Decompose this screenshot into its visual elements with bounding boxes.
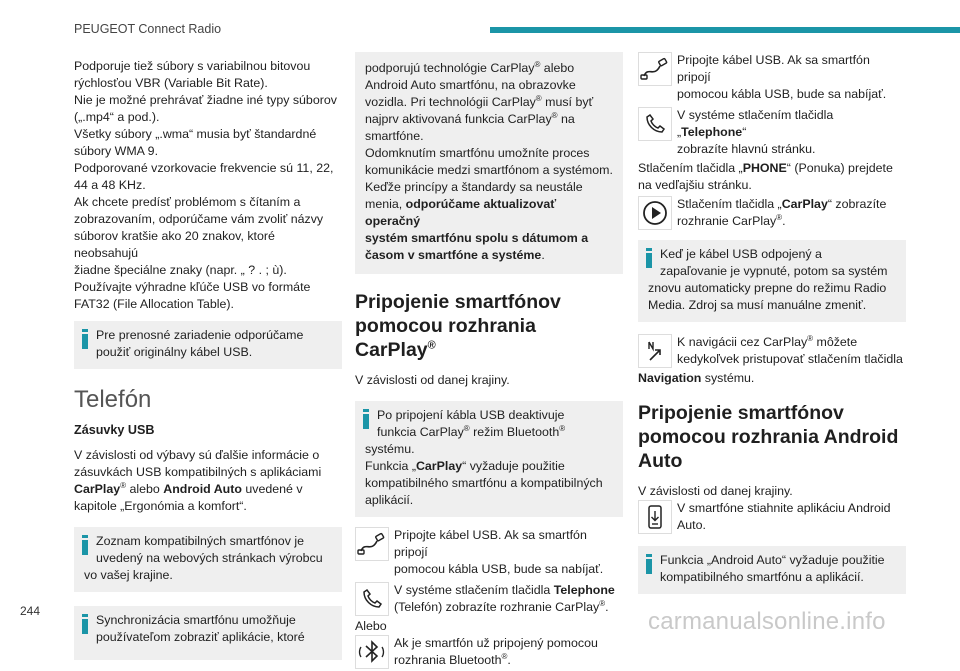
section-heading-telefon: Telefón (74, 386, 152, 413)
carplay-play-icon (638, 196, 672, 230)
step-telephone-button-2: V systéme stlačením tlačidla „Telephone“ zobrazíte hlavnú stránku. (638, 107, 906, 158)
heading-carplay-connection: Pripojenie smartfónov pomocou rozhrania CarPlay® (355, 291, 561, 361)
navigation-arrow-icon (638, 334, 672, 368)
smartphone-download-icon (638, 500, 672, 534)
watermark: carmanualsonline.info (648, 608, 886, 635)
header-accent-bar (490, 27, 960, 33)
note-android-auto-requirements: Funkcia „Android Auto“ vyžaduje použitie kompatibilného smartfónu a aplikácií. (638, 546, 906, 594)
bluetooth-icon (355, 635, 389, 669)
step-telephone-button: V systéme stlačením tlačidla Telephone (Telefón) zobrazíte rozhranie CarPlay®. (355, 582, 623, 616)
note-original-cable: Pre prenosné zariadenie odporúčame použiť originálny kábel USB. (74, 321, 342, 369)
telephone-icon (355, 582, 389, 616)
manual-title: PEUGEOT Connect Radio (74, 22, 222, 36)
info-mark-icon (82, 535, 88, 555)
step-download-app: V smartfóne stiahnite aplikáciu Android Auto. (638, 500, 906, 534)
page-number: 244 (20, 604, 41, 618)
column-3: Pripojte kábel USB. Ak sa smartfón pripojí pomocou kábla USB, bude sa nabíjať. V systéme stlačením tlačidla „Telephone“ zobrazíte hlavnú stránku. Stlačením tlačidla „PHONE“ (Ponuka) prejdete na vedľajšiu stránku. Stlačením tlačidla „CarPlay“ zobrazíte rozhranie CarPlay®. Keď je kábel USB odpojený a zapaľovanie je vypnuté, potom sa systém znovu automaticky prepne do režimu Radio Media. Zdroj sa musí manuálne zmeniť. K navigácii cez CarPlay® môžete kedykoľvek pristupovať stlačením tlačidla Navigation systému. Pripojenie smartfónov pomocou rozhrania Android Auto V závislosti od danej krajiny. V smartfóne stiahnite aplikáciu Android Auto. Funkcia „Android Auto“ vyžaduje použitie kompatibilného smartfónu a aplikácií. (638, 52, 906, 602)
usb-formats-text: Podporuje tiež súbory s variabilnou bitovou rýchlosťou VBR (Variable Bit Rate). Nie je možné prehrávať žiadne iné typy súborov („.mp4“ a pod.). Všetky súbory „.wma“ musia byť štandardné súbory WMA 9. Podporované vzorkovacie frekvencie sú 11, 22, 44 a 48 KHz. Ak chcete predísť problémom s čítaním a zobrazovaním, odporúčame vám zvoliť názvy súborov kratšie ako 20 znakov, ktoré neobsahujú žiadne špeciálne znaky (napr. „ ? . ; ù). Používajte výhradne kľúče USB vo formáte FAT32 (File Allocation Table). (74, 59, 337, 311)
step-navigation: K navigácii cez CarPlay® môžete kedykoľvek pristupovať stlačením tlačidla (638, 334, 906, 368)
country-note: V závislosti od danej krajiny. (355, 373, 510, 387)
telephone-icon (638, 107, 672, 141)
heading-android-auto-connection: Pripojenie smartfónov pomocou rozhrania Android Auto (638, 402, 899, 472)
step-usb-connect: Pripojte kábel USB. Ak sa smartfón pripojí pomocou kábla USB, bude sa nabíjať. (355, 527, 623, 578)
step-bluetooth: Ak je smartfón už pripojený pomocou rozhrania Bluetooth®. (355, 635, 623, 669)
subheading-usb-sockets: Zásuvky USB (74, 423, 155, 437)
note-carplay-sync-continued: podporujú technológie CarPlay® alebo Android Auto smartfónu, na obrazovke vozidla. Pri technológii CarPlay® musí byť najprv aktivovaná funkcia CarPlay® na smartfóne. Odomknutím smartfónu umožníte proces komunikácie medzi smartfónom a systémom. Keďže princípy a štandardy sa neustále menia, odporúčame aktualizovať operačný systém smartfónu spolu s dátumom a časom v smartfóne a systéme. (355, 52, 623, 274)
note-sync: Synchronizácia smartfónu umožňuje používateľom zobraziť aplikácie, ktoré (74, 606, 342, 660)
country-note-android: V závislosti od danej krajiny. (638, 484, 793, 498)
step-usb-connect-2: Pripojte kábel USB. Ak sa smartfón pripojí pomocou kábla USB, bude sa nabíjať. (638, 52, 906, 103)
step-carplay-button: Stlačením tlačidla „CarPlay“ zobrazíte rozhranie CarPlay®. (638, 196, 906, 230)
alebo-label: Alebo (355, 619, 387, 633)
info-mark-icon (82, 614, 88, 634)
note-compatible-phones: Zoznam kompatibilných smartfónov je uvedený na webových stránkach výrobcu vo vašej krajine. (74, 527, 342, 592)
info-mark-icon (646, 554, 652, 574)
usb-sockets-text: V závislosti od výbavy sú ďalšie informácie o zásuvkách USB kompatibilných s aplikáciami CarPlay® alebo Android Auto uvedené v kapitole „Ergonómia a komfort“. (74, 448, 322, 513)
info-mark-icon (646, 248, 652, 268)
info-mark-icon (363, 409, 369, 429)
usb-cable-icon (638, 52, 672, 86)
info-mark-icon (82, 329, 88, 349)
note-usb-disconnect: Keď je kábel USB odpojený a zapaľovanie je vypnuté, potom sa systém znovu automaticky prepne do režimu Radio Media. Zdroj sa musí manuálne zmeniť. (638, 240, 906, 322)
column-2 (355, 52, 623, 671)
phone-menu-text: Stlačením tlačidla „PHONE“ (Ponuka) prejdete na vedľajšiu stránku. (638, 161, 893, 192)
note-carplay-bluetooth: Po pripojení kábla USB deaktivuje funkcia CarPlay® režim Bluetooth® systému. Funkcia „CarPlay“ vyžaduje použitie kompatibilného smartfónu a kompatibilných aplikácií. (355, 401, 623, 517)
usb-cable-icon (355, 527, 389, 561)
column-1 (74, 58, 342, 668)
